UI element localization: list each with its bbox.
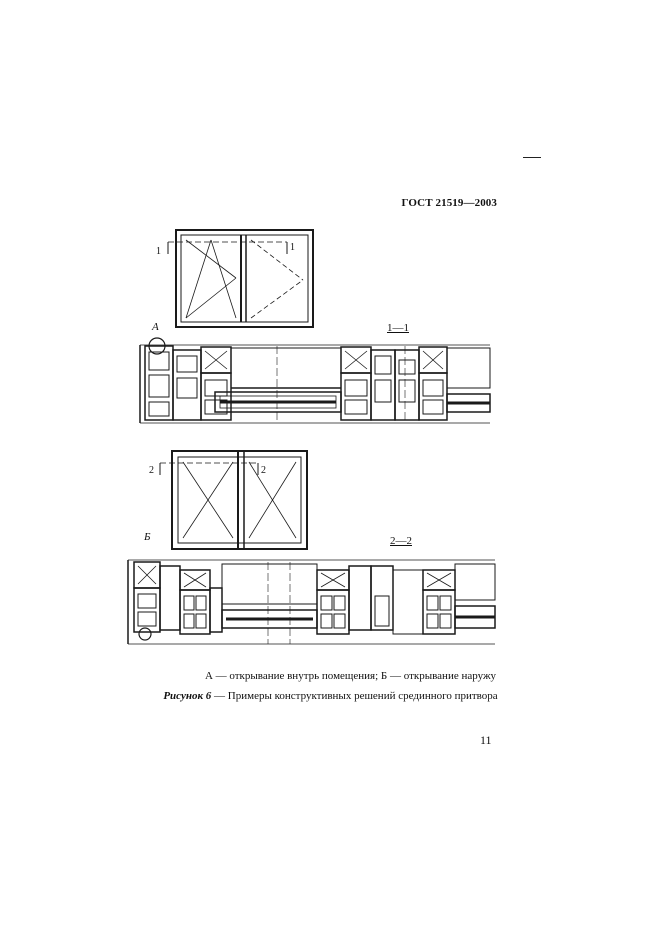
window-b-elevation [160, 451, 307, 549]
figure-caption-lead: Рисунок 6 [163, 690, 212, 702]
section-2-2-label: 2—2 [390, 535, 412, 547]
label-b: Б [144, 531, 151, 543]
cut-2-left-label: 2 [149, 465, 154, 476]
figure-caption-text: — Примеры конструктивных решений срединного притвора [211, 690, 498, 702]
page-number: 11 [480, 733, 492, 747]
section-2-2 [128, 560, 495, 644]
cut-1-left-label: 1 [156, 246, 161, 257]
section-1-1-label: 1—1 [387, 322, 409, 334]
label-a: А [152, 321, 159, 333]
figure-caption [0, 690, 661, 702]
document-code: ГОСТ 21519—2003 [401, 197, 497, 209]
figure-legend: А — открывание внутрь помещения; Б — открывание наружу [204, 670, 497, 682]
cut-2-right-label: 2 [261, 465, 266, 476]
cut-1-right-label: 1 [290, 242, 295, 253]
section-1-1 [140, 338, 490, 423]
